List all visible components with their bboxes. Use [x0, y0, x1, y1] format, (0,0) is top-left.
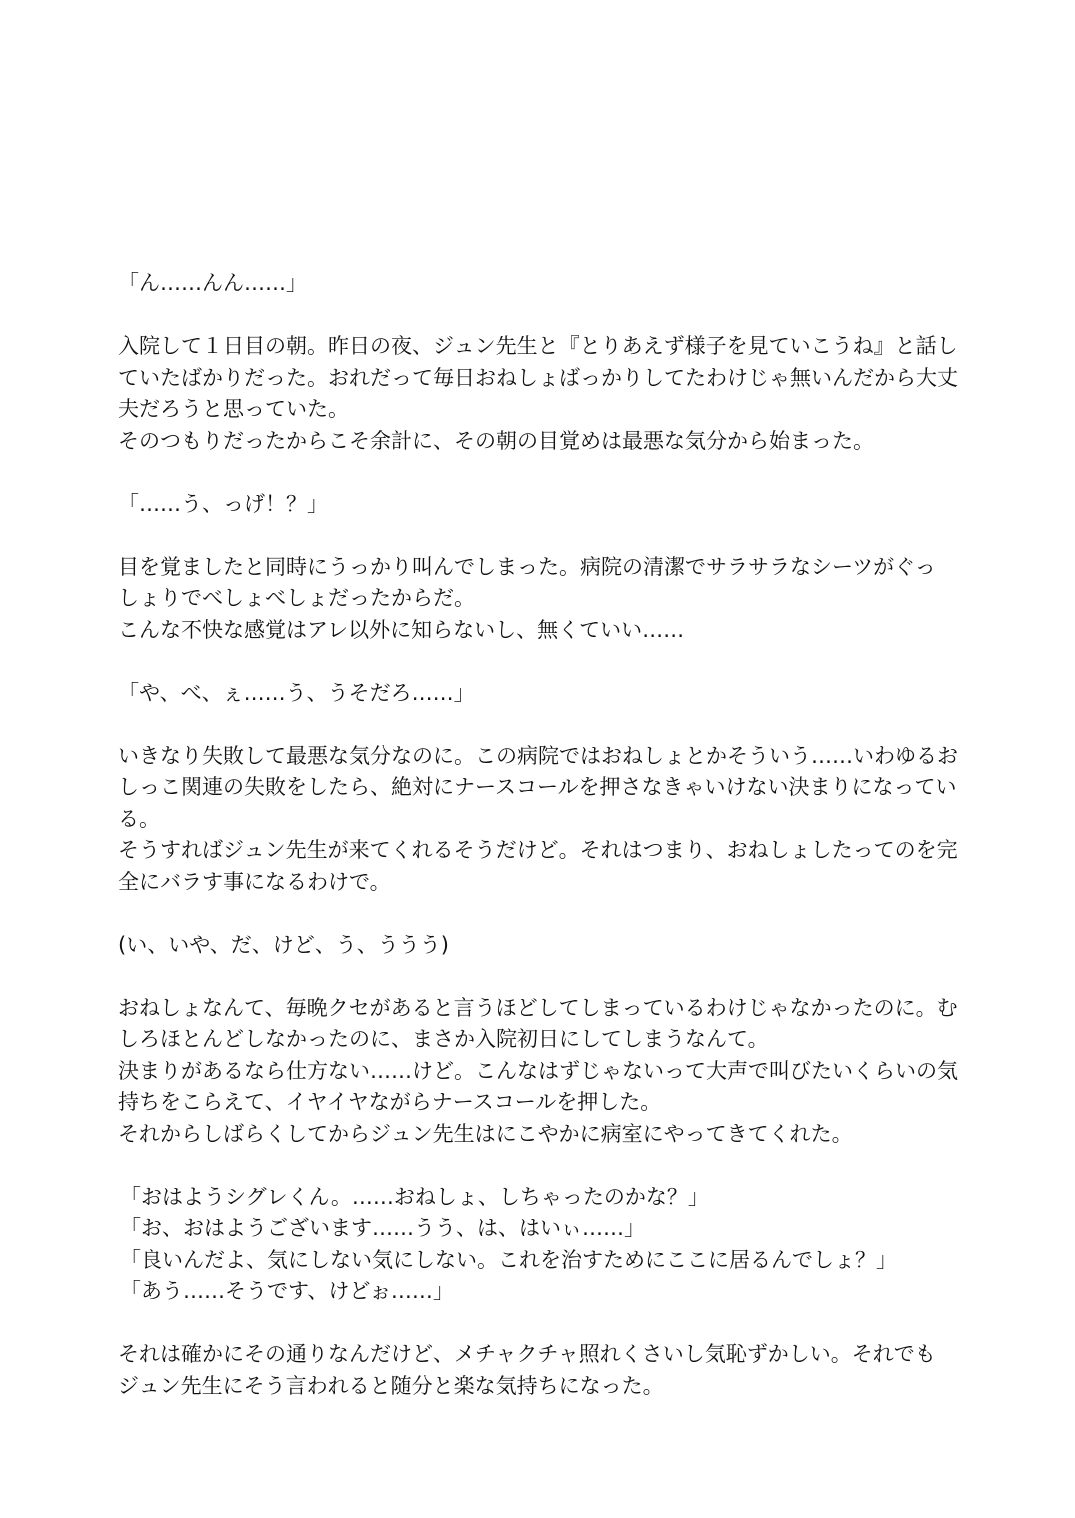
blank-line — [118, 457, 958, 489]
text-line: 入院して１日目の朝。昨日の夜、ジュン先生と『とりあえず様子を見ていこうね』と話し — [118, 334, 958, 358]
text-line: それからしばらくしてからジュン先生はにこやかに病室にやってきてくれた。 — [118, 1121, 853, 1146]
blank-line — [118, 1150, 958, 1182]
text-line: 全にバラす事になるわけで。 — [118, 869, 391, 894]
text-line: 「良いんだよ、気にしない気にしない。これを治すためにここに居るんでしょ？」 — [120, 1247, 897, 1272]
text-line: 決まりがあるなら仕方ない……けど。こんなはずじゃないって大声で叫びたいくらいの気 — [118, 1058, 958, 1083]
text-line: いきなり失敗して最悪な気分なのに。この病院ではおねしょとかそういう……いわゆるお — [118, 743, 958, 768]
blank-line — [118, 520, 958, 552]
text-line: しろほとんどしなかったのに、まさか入院初日にしてしまうなんて。 — [118, 1027, 769, 1051]
text-line: 「や、べ、ぇ……う、うそだろ……」 — [118, 680, 475, 705]
text-line: 「あう……そうです、けどぉ……」 — [120, 1279, 454, 1303]
text-line: ジュン先生にそう言われると随分と楽な気持ちになった。 — [118, 1373, 664, 1398]
document-page — [118, 268, 958, 1402]
text-line: おねしょなんて、毎晩クセがあると言うほどしてしまっているわけじゃなかったのに。む — [118, 995, 958, 1020]
text-line: しっこ関連の失敗をしたら、絶対にナースコールを押さなきゃいけない決まりになってい — [118, 775, 957, 799]
text-line: 「……う、っげ！？」 — [118, 491, 328, 516]
text-line: こんな不快な感覚はアレ以外に知らないし、無くていい…… — [118, 617, 685, 642]
text-line: 「お、おはようございます……うう、は、はいぃ……」 — [120, 1216, 645, 1240]
blank-line — [118, 1308, 958, 1340]
text-line: (い、いや、だ、けど、う、ううう) — [118, 932, 449, 957]
blank-line — [118, 898, 958, 930]
text-line: しょりでべしょべしょだったからだ。 — [118, 586, 475, 610]
text-line: 夫だろうと思っていた。 — [118, 397, 349, 421]
blank-line — [118, 300, 958, 332]
blank-line — [118, 646, 958, 678]
blank-line — [118, 961, 958, 993]
text-line: 「おはようシグレくん。……おねしょ、しちゃったのかな？」 — [120, 1184, 709, 1209]
text-line: それは確かにその通りなんだけど、メチャクチャ照れくさいし気恥ずかしい。それでも — [118, 1342, 936, 1366]
text-line: そうすればジュン先生が来てくれるそうだけど。それはつまり、おねしょしたってのを完 — [118, 838, 958, 862]
text-line: 目を覚ましたと同時にうっかり叫んでしまった。病院の清潔でサラサラなシーツがぐっ — [118, 554, 936, 579]
text-line: 持ちをこらえて、イヤイヤながらナースコールを押した。 — [118, 1090, 662, 1114]
text-line: ていたばかりだった。おれだって毎日おねしょばっかりしてたわけじゃ無いんだから大丈 — [118, 365, 958, 390]
text-line: る。 — [118, 806, 160, 831]
blank-line — [118, 709, 958, 741]
text-line: そのつもりだったからこそ余計に、その朝の目覚めは最悪な気分から始まった。 — [118, 428, 874, 453]
text-line: 「ん……んん……」 — [118, 271, 307, 295]
